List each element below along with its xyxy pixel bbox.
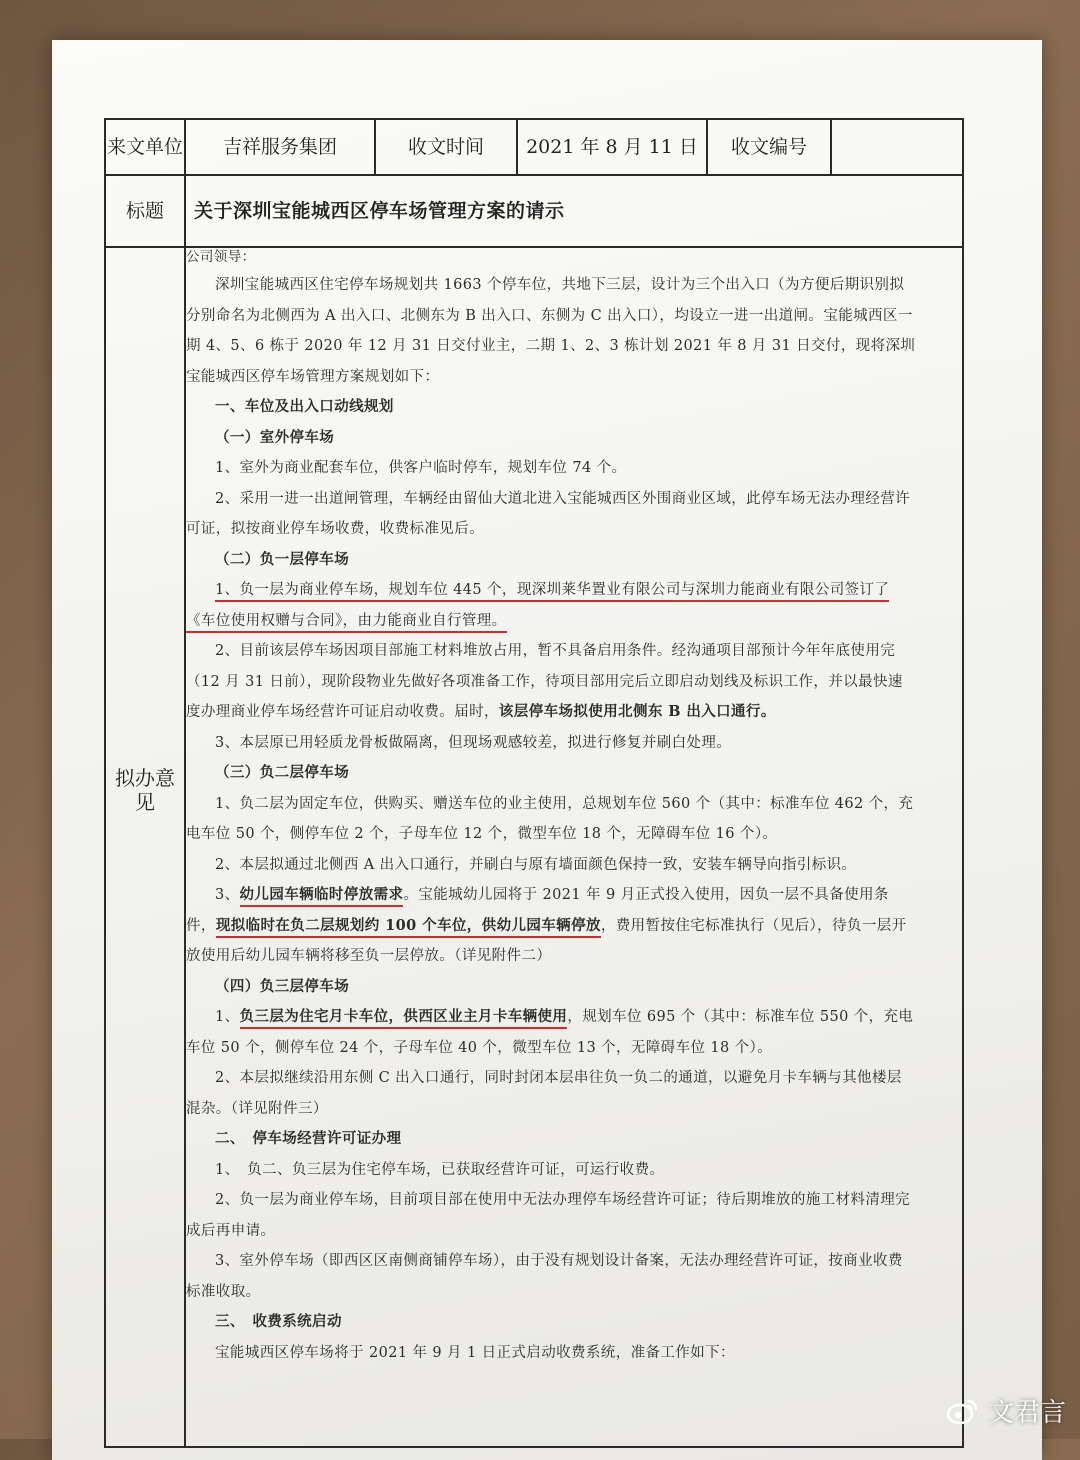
paragraph-text: 3、 bbox=[215, 887, 240, 903]
paragraph: 2、本层拟通过北侧西 A 出入口通行，并刷白与原有墙面颜色保持一致，安装车辆导向指引标识。 bbox=[215, 856, 857, 873]
greeting: 公司领导： bbox=[186, 249, 256, 265]
section-heading: 二、 停车场经营许可证办理 bbox=[215, 1130, 402, 1147]
paragraph bbox=[186, 575, 916, 636]
document-body bbox=[186, 244, 916, 1368]
underlined-text: 现拟临时在负二层规划约 100 个车位，供幼儿园车辆停放 bbox=[216, 917, 601, 938]
received-time-value: 2021 年 8 月 11 日 bbox=[526, 135, 698, 158]
doc-number-value bbox=[832, 120, 962, 174]
underlined-text: 幼儿园车辆临时停放需求 bbox=[240, 886, 404, 907]
title-value: 关于深圳宝能城西区停车场管理方案的请示 bbox=[194, 199, 565, 222]
paragraph: 3、室外停车场（即西区区南侧商铺停车场），由于没有规划设计备案，无法办理经营许可证，按商业收费标准收取。 bbox=[186, 1253, 903, 1300]
subsection-heading: （二）负一层停车场 bbox=[215, 550, 350, 568]
paragraph bbox=[186, 880, 916, 972]
subsection-heading: （三）负二层停车场 bbox=[215, 764, 350, 781]
paragraph: 1、负二层为固定车位，供购买、赠送车位的业主使用，总规划车位 560 个（其中：标准车位 462 个，充电车位 50 个，侧停车位 2 个，子母车位 12 个，微型车位 18 个，无障碍车位 16 个）。 bbox=[186, 795, 914, 842]
opinion-label: 拟办意见 bbox=[115, 766, 175, 814]
paragraph: 2、负一层为商业停车场，目前项目部在使用中无法办理停车场经营许可证；待后期堆放的施工材料清理完成后再申请。 bbox=[186, 1192, 911, 1239]
section-heading: 一、车位及出入口动线规划 bbox=[215, 398, 394, 415]
paragraph bbox=[186, 636, 916, 728]
paragraph-text: 1、 bbox=[215, 1009, 240, 1025]
title-label: 标题 bbox=[125, 199, 164, 222]
received-time-label: 收文时间 bbox=[407, 135, 484, 158]
paragraph: 1、 负二、负三层为住宅停车场，已获取经营许可证，可运行收费。 bbox=[215, 1161, 665, 1178]
paragraph: 3、本层原已用轻质龙骨板做隔离，但现场观感较差，拟进行修复并刷白处理。 bbox=[215, 734, 732, 751]
weibo-icon bbox=[946, 1397, 980, 1425]
watermark bbox=[946, 1392, 1066, 1429]
paragraph-text: ，费用暂按住宅标准执行（见后），待负一层开放使用后幼儿园车辆将移至负一层停放。（详见附件二） bbox=[186, 917, 907, 964]
intro-paragraph: 深圳宝能城西区住宅停车场规划共 1663 个停车位，共地下三层，设计为三个出入口（为方便后期识别拟分别命名为北侧西为 A 出入口、北侧东为 B 出入口、东侧为 C 出入口），均设立一进一出道闸。宝能城西区一期 4、5、6 栋于 2020 年 12 月 31 日交付业主，二期 1、2、3 栋计划 2021 年 8 月 31 日交付，现将深圳宝能城西区停车场管理方案规划如下： bbox=[186, 277, 916, 385]
from-value: 吉祥服务集团 bbox=[222, 135, 337, 158]
bold-text: 该层停车场拟使用北侧东 B 出入口通行。 bbox=[498, 703, 776, 720]
doc-number-label: 收文编号 bbox=[730, 135, 807, 158]
paragraph-text: ，规划车位 695 个（其中：标准车位 550 个，充电车位 50 个，侧停车位 24 个，子母车位 40 个，微型车位 13 个，无障碍车位 18 个）。 bbox=[186, 1009, 914, 1056]
underlined-text: 负三层为住宅月卡车位，供西区业主月卡车辆使用 bbox=[240, 1008, 568, 1029]
watermark-text: 文君言 bbox=[987, 1398, 1066, 1428]
from-label: 来文单位 bbox=[106, 135, 183, 158]
paragraph-text: 。宝能城幼儿园将于 2021 年 9 月正式投入使用，因负一层不具备使用条件， bbox=[186, 887, 889, 934]
paragraph bbox=[186, 1002, 916, 1063]
paragraph: 1、室外为商业配套车位，供客户临时停车，规划车位 74 个。 bbox=[215, 460, 627, 476]
paragraph: 2、采用一进一出道闸管理，车辆经由留仙大道北进入宝能城西区外围商业区域，此停车场无法办理经营许可证，拟按商业停车场收费，收费标准见后。 bbox=[186, 490, 911, 537]
underlined-text: 1、负一层为商业停车场，规划车位 445 个，现深圳莱华置业有限公司与深圳力能商业有限公司签订了《车位使用权赠与合同》，由力能商业自行管理。 bbox=[186, 582, 889, 633]
subsection-heading: （一）室外停车场 bbox=[215, 428, 335, 446]
section-heading: 三、 收费系统启动 bbox=[215, 1313, 342, 1330]
paragraph: 宝能城西区停车场将于 2021 年 9 月 1 日正式启动收费系统，准备工作如下： bbox=[215, 1344, 735, 1361]
paragraph: 2、本层拟继续沿用东侧 C 出入口通行，同时封闭本层串往负一负二的通道，以避免月卡车辆与其他楼层混杂。（详见附件三） bbox=[186, 1070, 902, 1117]
subsection-heading: （四）负三层停车场 bbox=[215, 977, 350, 995]
paragraph-text: 2、目前该层停车场因项目部施工材料堆放占用，暂不具备启用条件。经沟通项目部预计今年年底使用完（12 月 31 日前），现阶段物业先做好各项准备工作，待项目部用完后立即启动划线及标识工作，并以最快速度办理商业停车场经营许可证启动收费。届时， bbox=[186, 643, 903, 720]
